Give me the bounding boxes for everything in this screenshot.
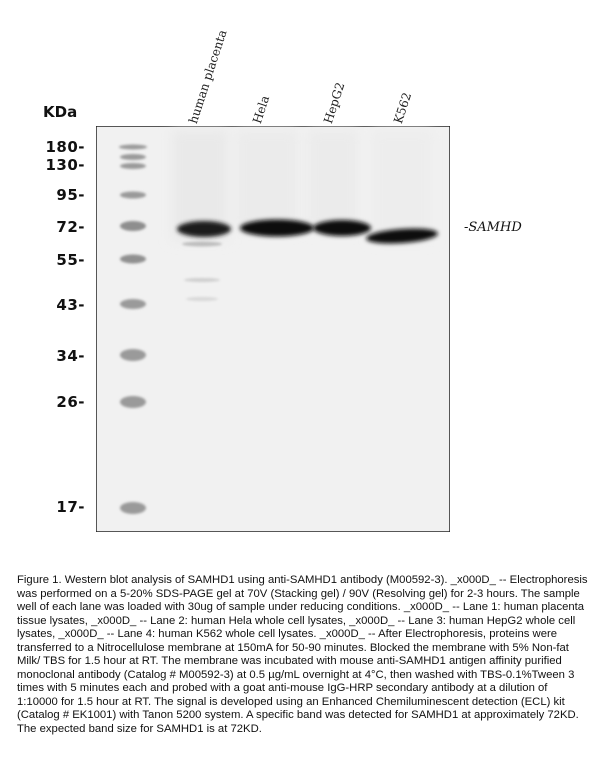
lane-1-minor-band xyxy=(182,242,222,247)
lane-1-minor-band xyxy=(184,278,220,282)
lane-2-main-band xyxy=(240,220,314,237)
lane-label-2: Hela xyxy=(250,93,273,126)
lane-3-smear xyxy=(308,130,358,230)
marker-label-43: 43- xyxy=(56,296,85,314)
lane-label-4: K562 xyxy=(391,90,415,126)
marker-label-26: 26- xyxy=(56,393,85,411)
marker-label-34: 34- xyxy=(56,347,85,365)
marker-label-72: 72- xyxy=(56,218,85,236)
lane-3-main-band xyxy=(313,220,371,236)
marker-label-95: 95- xyxy=(56,186,85,204)
kda-axis-label: KDa xyxy=(43,103,78,121)
lane-label-1: human placenta xyxy=(186,28,230,126)
lane-1-minor-band xyxy=(186,297,218,301)
western-blot-image xyxy=(96,126,450,532)
lane-2-smear xyxy=(236,130,298,230)
marker-label-180: 180- xyxy=(45,138,85,156)
lane-1-main-band xyxy=(177,221,231,237)
lane-4-smear xyxy=(372,130,432,240)
band-annotation: -SAMHD xyxy=(464,220,522,235)
marker-label-55: 55- xyxy=(56,251,85,269)
marker-label-17: 17- xyxy=(56,498,85,516)
lane-label-3: HepG2 xyxy=(321,80,348,126)
marker-label-130: 130- xyxy=(45,156,85,174)
figure-caption: Figure 1. Western blot analysis of SAMHD1 using anti-SAMHD1 antibody (M00592-3). _x000D_ -- Electrophoresis was performed on a 5-20% SDS-PAGE gel at 70V (Stacking gel) / 90V (Resolving gel) for 2-3 hours. The sample well of each lane was loaded with 30ug of sample under reducing conditions. _x000D_ -- Lane 1: human placenta tissue lysates, _x000D_ -- Lane 2: human Hela whole cell lysates, _x000D_ -- Lane 3: human HepG2 whole cell lysates, _x000D_ -- Lane 4: human K562 whole cell lysates. _x000D_ -- After Electrophoresis, proteins were transferred to a Nitrocellulose membrane at 150mA for 50-90 minutes. Blocked the membrane with 5% Non-fat Milk/ TBS for 1.5 hour at RT. The membrane was incubated with mouse anti-SAMHD1 antigen affinity purified monoclonal antibody (Catalog # M00592-3) at 0.5 µg/mL overnight at 4°C, then washed with TBS-0.1%Tween 3 times with 5 minutes each and probed with a goat anti-mouse IgG-HRP secondary antibody at a dilution of 1:10000 for 1.5 hour at RT. The signal is developed using an Enhanced Chemiluminescent detection (ECL) kit (Catalog # EK1001) with Tanon 5200 system. A specific band was detected for SAMHD1 at approximately 72KD. The expected band size for SAMHD1 is at 72KD. xyxy=(17,574,588,735)
